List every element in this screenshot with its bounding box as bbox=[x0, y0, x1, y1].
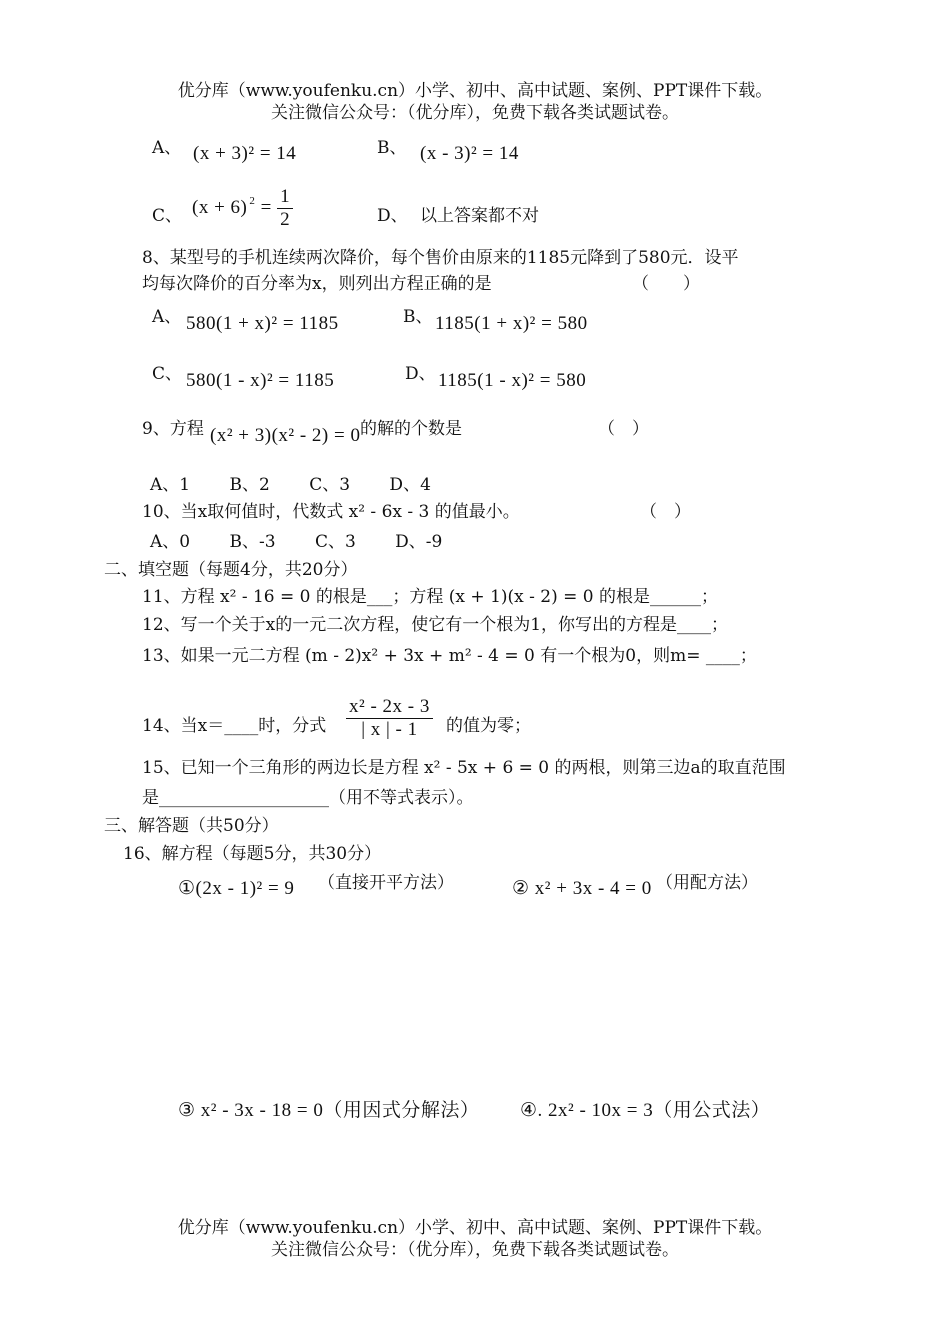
q15-line-1: 15、已知一个三角形的两边长是方程 x² - 5x + 6 = 0 的两根，则第三边a的取直范围 bbox=[142, 758, 786, 778]
q16-part-4: ④. 2x² - 10x = 3（用公式法） bbox=[520, 1100, 771, 1121]
q8-option-d-label: D、 bbox=[405, 364, 436, 384]
q8-option-d-expr: 1185(1 - x)² = 580 bbox=[438, 370, 587, 391]
q9-prefix: 9、方程 bbox=[142, 419, 204, 439]
q8-answer-paren: （ ） bbox=[632, 274, 700, 294]
q7-option-d-label: D、 bbox=[377, 206, 408, 226]
q7-option-b-label: B、 bbox=[377, 138, 407, 158]
q13-text: 13、如果一元二方程 (m - 2)x² + 3x + m² - 4 = 0 有一个根为0，则m= ____； bbox=[142, 646, 757, 666]
q14-suffix: 的值为零； bbox=[446, 716, 531, 736]
header-line-1: 优分库（www.youfenku.cn）小学、初中、高中试题、案例、PPT课件下载。 bbox=[177, 81, 773, 101]
q9-answer-paren: （ ） bbox=[598, 419, 649, 439]
section-3-title: 三、解答题（共50分） bbox=[104, 816, 279, 836]
footer-line-1: 优分库（www.youfenku.cn）小学、初中、高中试题、案例、PPT课件下载。 bbox=[177, 1218, 773, 1238]
q9-options: A、1 B、2 C、3 D、4 bbox=[150, 475, 431, 495]
header-line-2: 关注微信公众号：（优分库），免费下载各类试题试卷。 bbox=[271, 103, 679, 123]
q7-option-c-expr bbox=[192, 186, 293, 231]
q8-option-b-label: B、 bbox=[403, 307, 433, 327]
q8-option-c-label: C、 bbox=[152, 364, 183, 384]
q7-c-numerator: 1 bbox=[277, 186, 293, 209]
q7-option-b-expr: (x - 3)² = 14 bbox=[420, 143, 519, 164]
q14-fraction bbox=[346, 696, 433, 741]
q16-part-2-method: （用配方法） bbox=[656, 873, 758, 893]
q8-line-1: 8、某型号的手机连续两次降价，每个售价由原来的1185元降到了580元．设平 bbox=[142, 248, 739, 268]
q8-option-b-expr: 1185(1 + x)² = 580 bbox=[435, 313, 588, 334]
q11-text: 11、方程 x² - 16 = 0 的根是___；方程 (x + 1)(x - 2) = 0 的根是______； bbox=[142, 587, 719, 607]
q16-part-3: ③ x² - 3x - 18 = 0（用因式分解法） bbox=[178, 1100, 480, 1121]
q14-numerator: x² - 2x - 3 bbox=[346, 696, 433, 719]
q12-text: 12、写一个关于x的一元二次方程，使它有一个根为1，你写出的方程是____； bbox=[142, 615, 729, 635]
q9-suffix: 的解的个数是 bbox=[360, 419, 462, 439]
q15-line-2: 是____________________（用不等式表示）。 bbox=[142, 788, 474, 808]
q9-equation: (x² + 3)(x² - 2) = 0 bbox=[210, 425, 361, 446]
q10-options: A、0 B、-3 C、3 D、-9 bbox=[150, 532, 443, 552]
q16-part-1-equation: ①(2x - 1)² = 9 bbox=[178, 878, 295, 899]
footer-line-2: 关注微信公众号：（优分库），免费下载各类试题试卷。 bbox=[271, 1240, 679, 1260]
q7-c-sup: 2 bbox=[249, 194, 256, 207]
q7-c-denominator: 2 bbox=[280, 209, 291, 230]
q7-option-d-text: 以上答案都不对 bbox=[420, 206, 539, 226]
q8-option-a-expr: 580(1 + x)² = 1185 bbox=[186, 313, 339, 334]
q7-option-a-expr: (x + 3)² = 14 bbox=[193, 143, 297, 164]
q10-answer-paren: （ ） bbox=[640, 502, 691, 522]
q7-option-c-label: C、 bbox=[152, 206, 183, 226]
q14-prefix: 14、当x＝____时，分式 bbox=[142, 716, 327, 736]
q7-c-eq: = bbox=[260, 196, 272, 218]
q16-part-1-method: （直接开平方法） bbox=[318, 873, 454, 893]
q7-c-fraction bbox=[277, 186, 293, 231]
q8-option-c-expr: 580(1 - x)² = 1185 bbox=[186, 370, 335, 391]
q7-c-lhs: (x + 6) bbox=[192, 196, 248, 218]
section-2-title: 二、填空题（每题4分，共20分） bbox=[104, 560, 358, 580]
q7-option-a-label: A、 bbox=[152, 138, 182, 158]
q8-line-2: 均每次降价的百分率为x，则列出方程正确的是 bbox=[142, 274, 492, 294]
q16-title: 16、解方程（每题5分，共30分） bbox=[123, 844, 382, 864]
q16-part-2-equation: ② x² + 3x - 4 = 0 bbox=[512, 878, 652, 899]
q8-option-a-label: A、 bbox=[152, 307, 182, 327]
q10-text: 10、当x取何值时，代数式 x² - 6x - 3 的值最小。 bbox=[142, 502, 520, 522]
q14-denominator: | x | - 1 bbox=[361, 719, 418, 740]
